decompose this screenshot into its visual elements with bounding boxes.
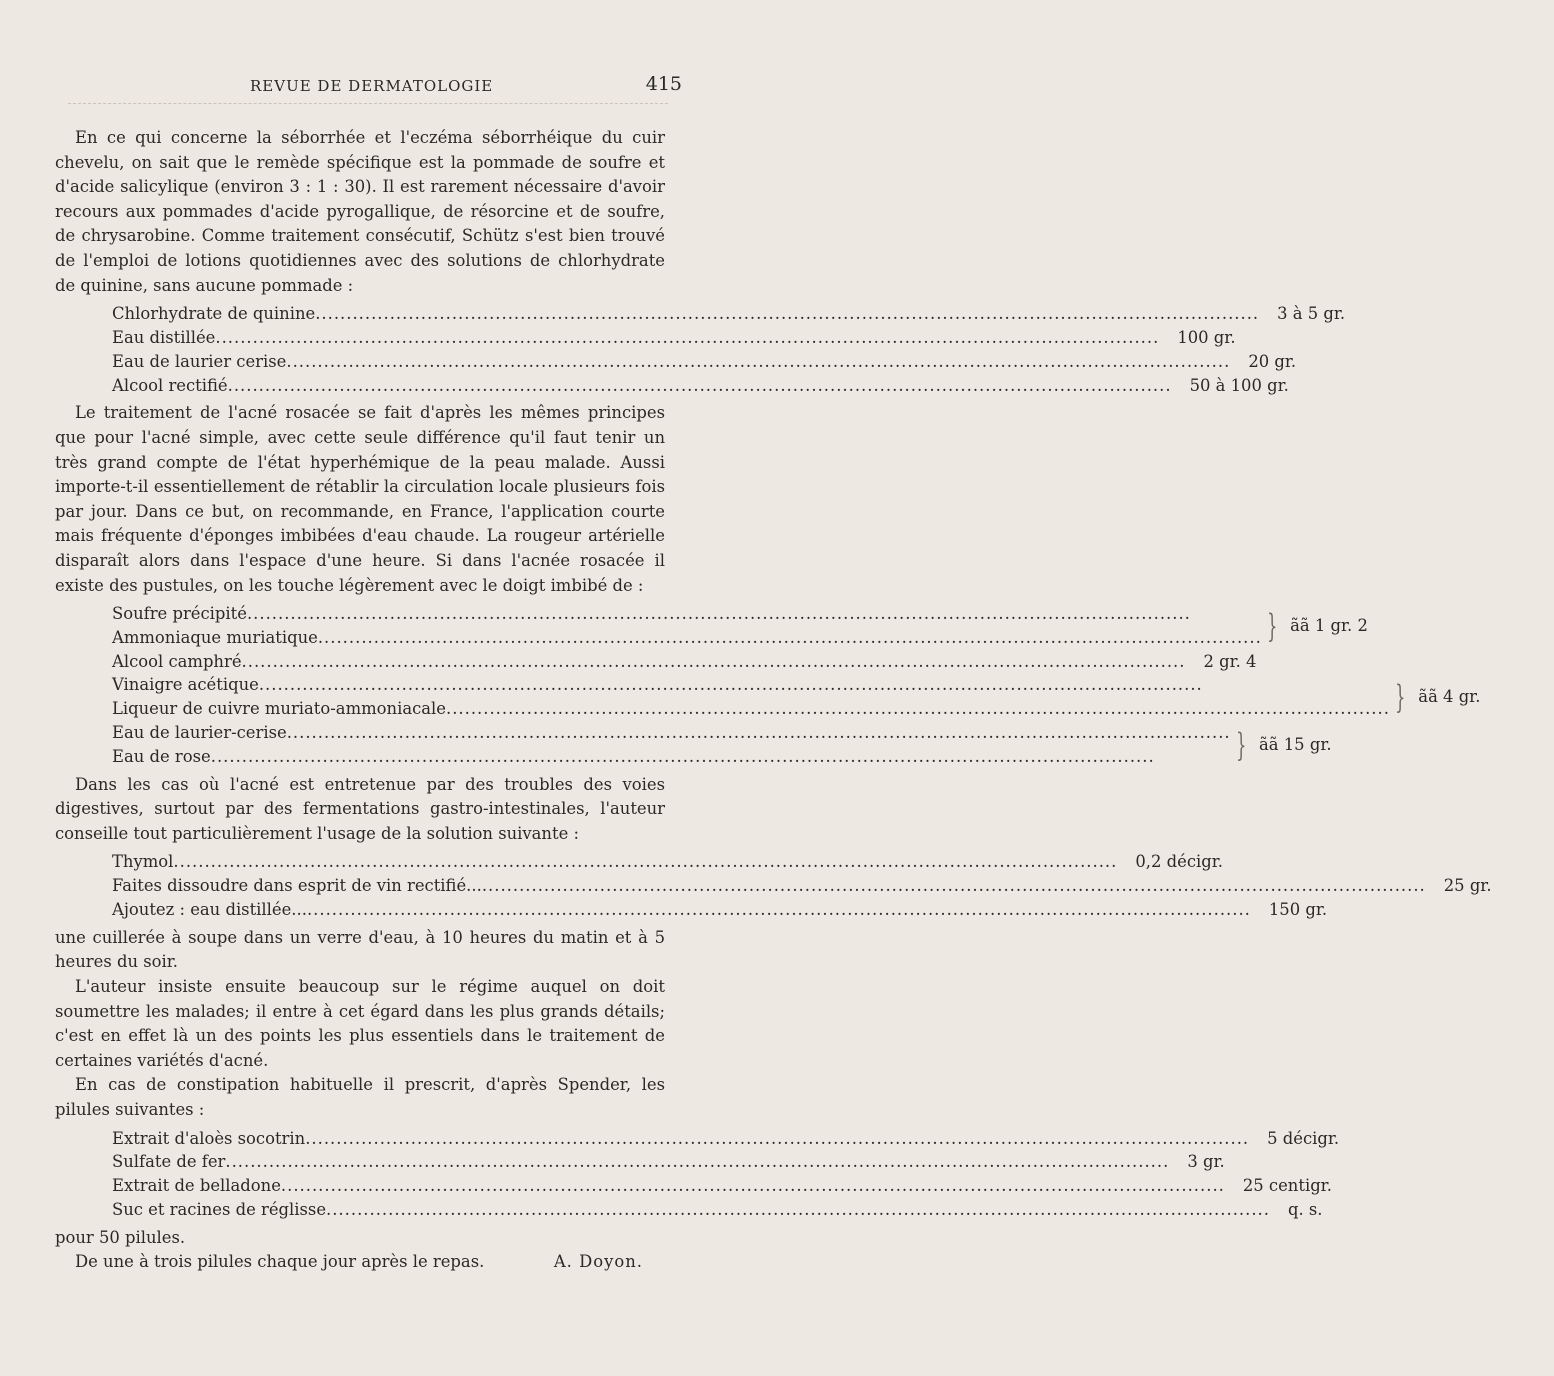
leader-dots: [318, 626, 1262, 650]
page-header: [0, 73, 800, 103]
leader-dots: [307, 898, 1251, 922]
recipe-line: [112, 302, 1346, 326]
ingredient: Liqueur de cuivre muriato-ammoniacale: [112, 699, 446, 719]
recipe-pustule-lotion: [112, 602, 1481, 769]
recipe-line: [112, 850, 1223, 874]
quantity: 25 gr.: [1443, 876, 1492, 896]
ingredient: Extrait d'aloès socotrin: [112, 1128, 306, 1148]
recipe-quinine-lotion: [112, 302, 1346, 397]
brace-icon: }: [1266, 606, 1278, 645]
recipe-line: [112, 898, 1328, 922]
recipe-group: [112, 721, 1332, 769]
closing-text: De une à trois pilules chaque jour après le repas.: [75, 1252, 485, 1272]
page-number: 415: [645, 73, 682, 95]
leader-dots: [287, 721, 1231, 745]
paragraph: pour 50 pilules.: [55, 1227, 186, 1247]
ingredient: Sulfate de fer: [112, 1152, 226, 1172]
ingredient: Ammoniaque muriatique: [112, 627, 318, 647]
ingredient: Chlorhydrate de quinine: [112, 304, 316, 324]
author-signature: A. Doyon.: [553, 1252, 643, 1272]
header-divider: [68, 103, 668, 104]
paragraph: une cuillerée à soupe dans un verre d'eau, à 10 heures du matin et à 5 heures du soir.: [55, 927, 665, 972]
recipe-line: [112, 874, 1492, 898]
running-title: REVUE DE DERMATOLOGIE: [250, 77, 494, 95]
article-body: [55, 126, 1492, 1275]
leader-dots: [305, 1127, 1249, 1151]
leader-dots: [259, 673, 1390, 697]
leader-dots: [281, 1174, 1225, 1198]
leader-dots: [326, 1198, 1270, 1222]
quantity: 150 gr.: [1268, 900, 1328, 920]
paragraph: Le traitement de l'acné rosacée se fait d'après les mêmes principes que pour l'acné simple, avec cette seule différence qu'il faut tenir un très grand compte de l'état hyperhémique de la peau malade. Aussi importe-t-il essentiellement de rétablir la circulation locale plusieurs fois par jour. Dans ce but, on recommande, en France, l'application courte mais fréquente d'éponges imbibées d'eau chaude. La rougeur artérielle disparaît alors dans l'espace d'une heure. Si dans l'acnée rosacée il existe des pustules, on les touche légèrement avec le doigt imbibé de :: [55, 403, 665, 595]
ingredient: Eau de laurier cerise: [112, 351, 287, 371]
ingredient: Extrait de belladone: [112, 1176, 281, 1196]
leader-dots: [228, 374, 1172, 398]
recipe-pills: [112, 1127, 1340, 1222]
leader-dots: [211, 745, 1231, 769]
leader-dots: [446, 697, 1390, 721]
leader-dots: [482, 874, 1426, 898]
leader-dots: [315, 302, 1259, 326]
quantity: 3 gr.: [1187, 1152, 1225, 1172]
ingredient: Faites dissoudre dans esprit de vin rectifié...: [112, 876, 482, 896]
quantity: 100 gr.: [1177, 327, 1236, 347]
leader-dots: [173, 850, 1117, 874]
ingredient: Vinaigre acétique: [112, 675, 259, 695]
leader-dots: [247, 602, 1262, 626]
quantity: 0,2 décigr.: [1135, 852, 1223, 872]
quantity: 50 à 100 gr.: [1189, 375, 1289, 395]
quantity: ãã 1 gr. 2: [1290, 615, 1368, 635]
leader-dots: [225, 1150, 1169, 1174]
ingredient: Eau de rose: [112, 746, 211, 766]
quantity: 2 gr. 4: [1203, 651, 1257, 671]
quantity: ãã 4 gr.: [1418, 687, 1481, 707]
quantity: 3 à 5 gr.: [1277, 304, 1346, 324]
recipe-line: [112, 326, 1236, 350]
paragraph: En ce qui concerne la séborrhée et l'eczéma séborrhéique du cuir chevelu, on sait que le remède spécifique est la pommade de soufre et d'acide salicylique (environ 3 : 1 : 30). Il est rarement nécessaire d'avoir recours aux pommades d'acide pyrogallique, de résorcine et de soufre, de chrysarobine. Comme traitement consécutif, Schütz s'est bien trouvé de l'emploi de lotions quotidiennes avec des solutions de chlorhydrate de quinine, sans aucune pommade :: [55, 128, 665, 295]
recipe-line: [112, 1127, 1340, 1151]
leader-dots: [215, 326, 1159, 350]
recipe-line: [112, 1174, 1332, 1198]
ingredient: Suc et racines de réglisse: [112, 1199, 327, 1219]
ingredient: Eau de laurier-cerise: [112, 723, 287, 743]
recipe-group: [112, 602, 1368, 650]
recipe-line: [112, 650, 1257, 674]
paragraph: L'auteur insiste ensuite beaucoup sur le régime auquel on doit soumettre les malades; il entre à cet égard dans les plus grands détails; c'est en effet là un des points les plus essentiels dans le traitement de certaines variétés d'acné.: [55, 977, 665, 1070]
recipe-line: [112, 1198, 1323, 1222]
quantity: 25 centigr.: [1242, 1176, 1332, 1196]
recipe-line: [112, 350, 1297, 374]
quantity: ãã 15 gr.: [1259, 734, 1332, 754]
closing-line: [55, 1250, 665, 1275]
quantity: 5 décigr.: [1267, 1128, 1340, 1148]
recipe-group: [112, 673, 1481, 721]
ingredient: Thymol: [112, 852, 174, 872]
leader-dots: [242, 650, 1186, 674]
quantity: 20 gr.: [1248, 351, 1297, 371]
ingredient: Soufre précipité: [112, 604, 247, 624]
ingredient: Alcool rectifié: [112, 375, 228, 395]
brace-icon: }: [1395, 678, 1406, 717]
quantity: q. s.: [1287, 1199, 1323, 1219]
leader-dots: [286, 350, 1230, 374]
brace-icon: }: [1235, 725, 1246, 764]
paragraph: Dans les cas où l'acné est entretenue par des troubles des voies digestives, surtout par des fermentations gastro-intestinales, l'auteur conseille tout particulièrement l'usage de la solution suivante :: [55, 774, 665, 843]
recipe-line: [112, 1150, 1225, 1174]
ingredient: Ajoutez : eau distillée...: [112, 900, 307, 920]
ingredient: Alcool camphré: [112, 651, 242, 671]
recipe-line: [112, 374, 1289, 398]
paragraph: En cas de constipation habituelle il prescrit, d'après Spender, les pilules suivantes :: [55, 1075, 665, 1119]
ingredient: Eau distillée: [112, 327, 216, 347]
recipe-thymol-solution: [112, 850, 1492, 921]
